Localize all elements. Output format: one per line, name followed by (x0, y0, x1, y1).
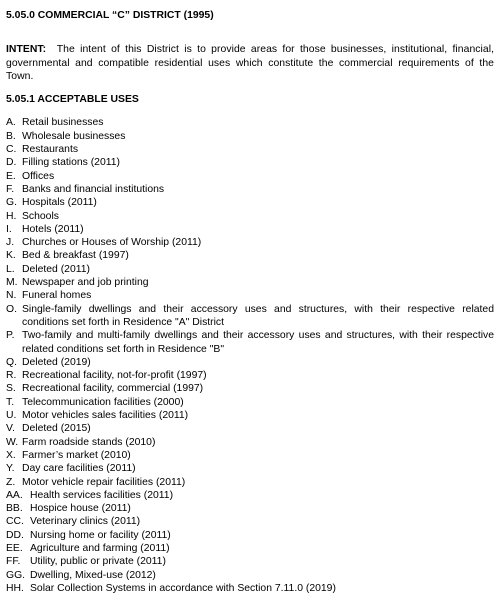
list-item-text: Deleted (2011) (22, 263, 90, 275)
intent-paragraph (6, 43, 494, 83)
list-item-text: Motor vehicles sales facilities (2011) (22, 410, 189, 422)
list-item-marker: HH. (6, 582, 24, 594)
list-item-marker: T. (6, 396, 15, 408)
acceptable-uses-heading: 5.05.1 ACCEPTABLE USES (6, 94, 139, 106)
list-item (6, 276, 494, 289)
list-item-text: Newspaper and job printing (22, 277, 149, 289)
list-item (6, 130, 494, 143)
list-item-marker: J. (6, 237, 15, 249)
list-item-marker: D. (6, 157, 17, 169)
list-item (6, 143, 494, 156)
list-item-text: Hospice house (2011) (30, 503, 131, 515)
list-item-marker: A. (6, 117, 16, 129)
list-item-marker: E. (6, 170, 16, 182)
list-item-marker: H. (6, 210, 17, 222)
list-item (6, 303, 494, 330)
list-item-text: Health services facilities (2011) (30, 489, 174, 501)
list-item-text: Bed & breakfast (1997) (22, 250, 129, 262)
list-item-marker: I. (6, 223, 12, 235)
list-item-text: Recreational facility, commercial (1997) (22, 383, 204, 395)
list-item-marker: X. (6, 449, 16, 461)
list-item (6, 210, 494, 223)
list-item-text: Offices (22, 170, 55, 182)
list-item (6, 489, 494, 502)
list-item-text: Two-family and multi-family dwellings and their accessory uses and structures, with their respective related conditions set forth in Residence "B" (22, 330, 494, 355)
list-item-marker: S. (6, 383, 16, 395)
list-item-marker: C. (6, 144, 17, 156)
list-item-marker: DD. (6, 529, 24, 541)
list-item-text: Filling stations (2011) (22, 157, 120, 169)
list-item-marker: FF. (6, 556, 21, 568)
list-item (6, 223, 494, 236)
district-heading: 5.05.0 COMMERCIAL “C” DISTRICT (1995) (6, 10, 214, 21)
list-item-text: Day care facilities (2011) (22, 463, 136, 475)
list-item-text: Farm roadside stands (2010) (22, 436, 156, 448)
list-item-marker: U. (6, 410, 17, 422)
list-item (6, 356, 494, 369)
list-item (6, 422, 494, 435)
intent-label: INTENT: (6, 44, 47, 56)
list-item (6, 569, 494, 582)
list-item-text: Nursing home or facility (2011) (30, 529, 171, 541)
list-item (6, 555, 494, 568)
list-item (6, 263, 494, 276)
list-item-marker: G. (6, 197, 17, 209)
list-item-text: Solar Collection Systems in accordance with Section 7.11.0 (2019) (30, 582, 336, 594)
list-item-text: Farmer’s market (2010) (22, 449, 131, 461)
list-item-marker: V. (6, 423, 15, 435)
list-item-text: Schools (22, 210, 59, 222)
list-item-marker: O. (6, 303, 17, 315)
list-item (6, 529, 494, 542)
list-item (6, 462, 494, 475)
list-item (6, 249, 494, 262)
list-item-text: Restaurants (22, 144, 79, 156)
list-item-text: Deleted (2015) (22, 423, 91, 435)
list-item-marker: P. (6, 330, 15, 342)
list-item-marker: L. (6, 263, 15, 275)
list-item (6, 396, 494, 409)
list-item-marker: Z. (6, 476, 16, 488)
list-item-marker: R. (6, 370, 17, 382)
list-item (6, 289, 494, 302)
list-item (6, 542, 494, 555)
list-item-text: Retail businesses (22, 117, 104, 129)
list-item (6, 196, 494, 209)
list-item-text: Funeral homes (22, 290, 92, 302)
list-item (6, 449, 494, 462)
list-item-marker: K. (6, 250, 16, 262)
list-item (6, 515, 494, 528)
list-item-marker: CC. (6, 516, 24, 528)
list-item-marker: Q. (6, 356, 17, 368)
list-item-text: Agriculture and farming (2011) (30, 542, 170, 554)
list-item (6, 582, 494, 595)
list-item-text: Utility, public or private (2011) (30, 556, 166, 568)
list-item-marker: Y. (6, 463, 15, 475)
list-item (6, 329, 494, 356)
list-item (6, 116, 494, 129)
list-item (6, 183, 494, 196)
list-item-text: Telecommunication facilities (2000) (22, 396, 184, 408)
list-item (6, 502, 494, 515)
intent-text: The intent of this District is to provide areas for those businesses, institutional, financial, governmental and compatible residential uses which constitute the commercial requirements of the Town. (6, 44, 495, 82)
list-item-text: Hotels (2011) (22, 223, 84, 235)
list-item-text: Wholesale businesses (22, 130, 126, 142)
list-item-marker: W. (6, 436, 19, 448)
list-item-text: Banks and financial institutions (22, 183, 165, 195)
list-item-text: Recreational facility, not-for-profit (1997) (22, 370, 207, 382)
list-item-text: Dwelling, Mixed-use (2012) (30, 569, 156, 581)
acceptable-uses-list (6, 116, 494, 595)
list-item-marker: BB. (6, 503, 23, 515)
list-item (6, 369, 494, 382)
list-item-marker: F. (6, 183, 15, 195)
list-item (6, 436, 494, 449)
list-item-marker: GG. (6, 569, 26, 581)
list-item (6, 409, 494, 422)
list-item (6, 236, 494, 249)
list-item-text: Motor vehicle repair facilities (2011) (22, 476, 186, 488)
list-item-marker: AA. (6, 489, 23, 501)
document-page (6, 9, 494, 595)
list-item-text: Churches or Houses of Worship (2011) (22, 237, 202, 249)
list-item (6, 156, 494, 169)
list-item-marker: EE. (6, 542, 23, 554)
list-item (6, 476, 494, 489)
list-item-text: Deleted (2019) (22, 356, 91, 368)
list-item-text: Veterinary clinics (2011) (30, 516, 141, 528)
list-item-marker: B. (6, 130, 16, 142)
list-item (6, 170, 494, 183)
list-item (6, 382, 494, 395)
list-item-text: Hospitals (2011) (22, 197, 97, 209)
list-item-text: Single-family dwellings and their accessory uses and structures, with their respective related conditions set forth in Residence "A" District (22, 303, 494, 328)
list-item-marker: M. (6, 277, 18, 289)
list-item-marker: N. (6, 290, 17, 302)
